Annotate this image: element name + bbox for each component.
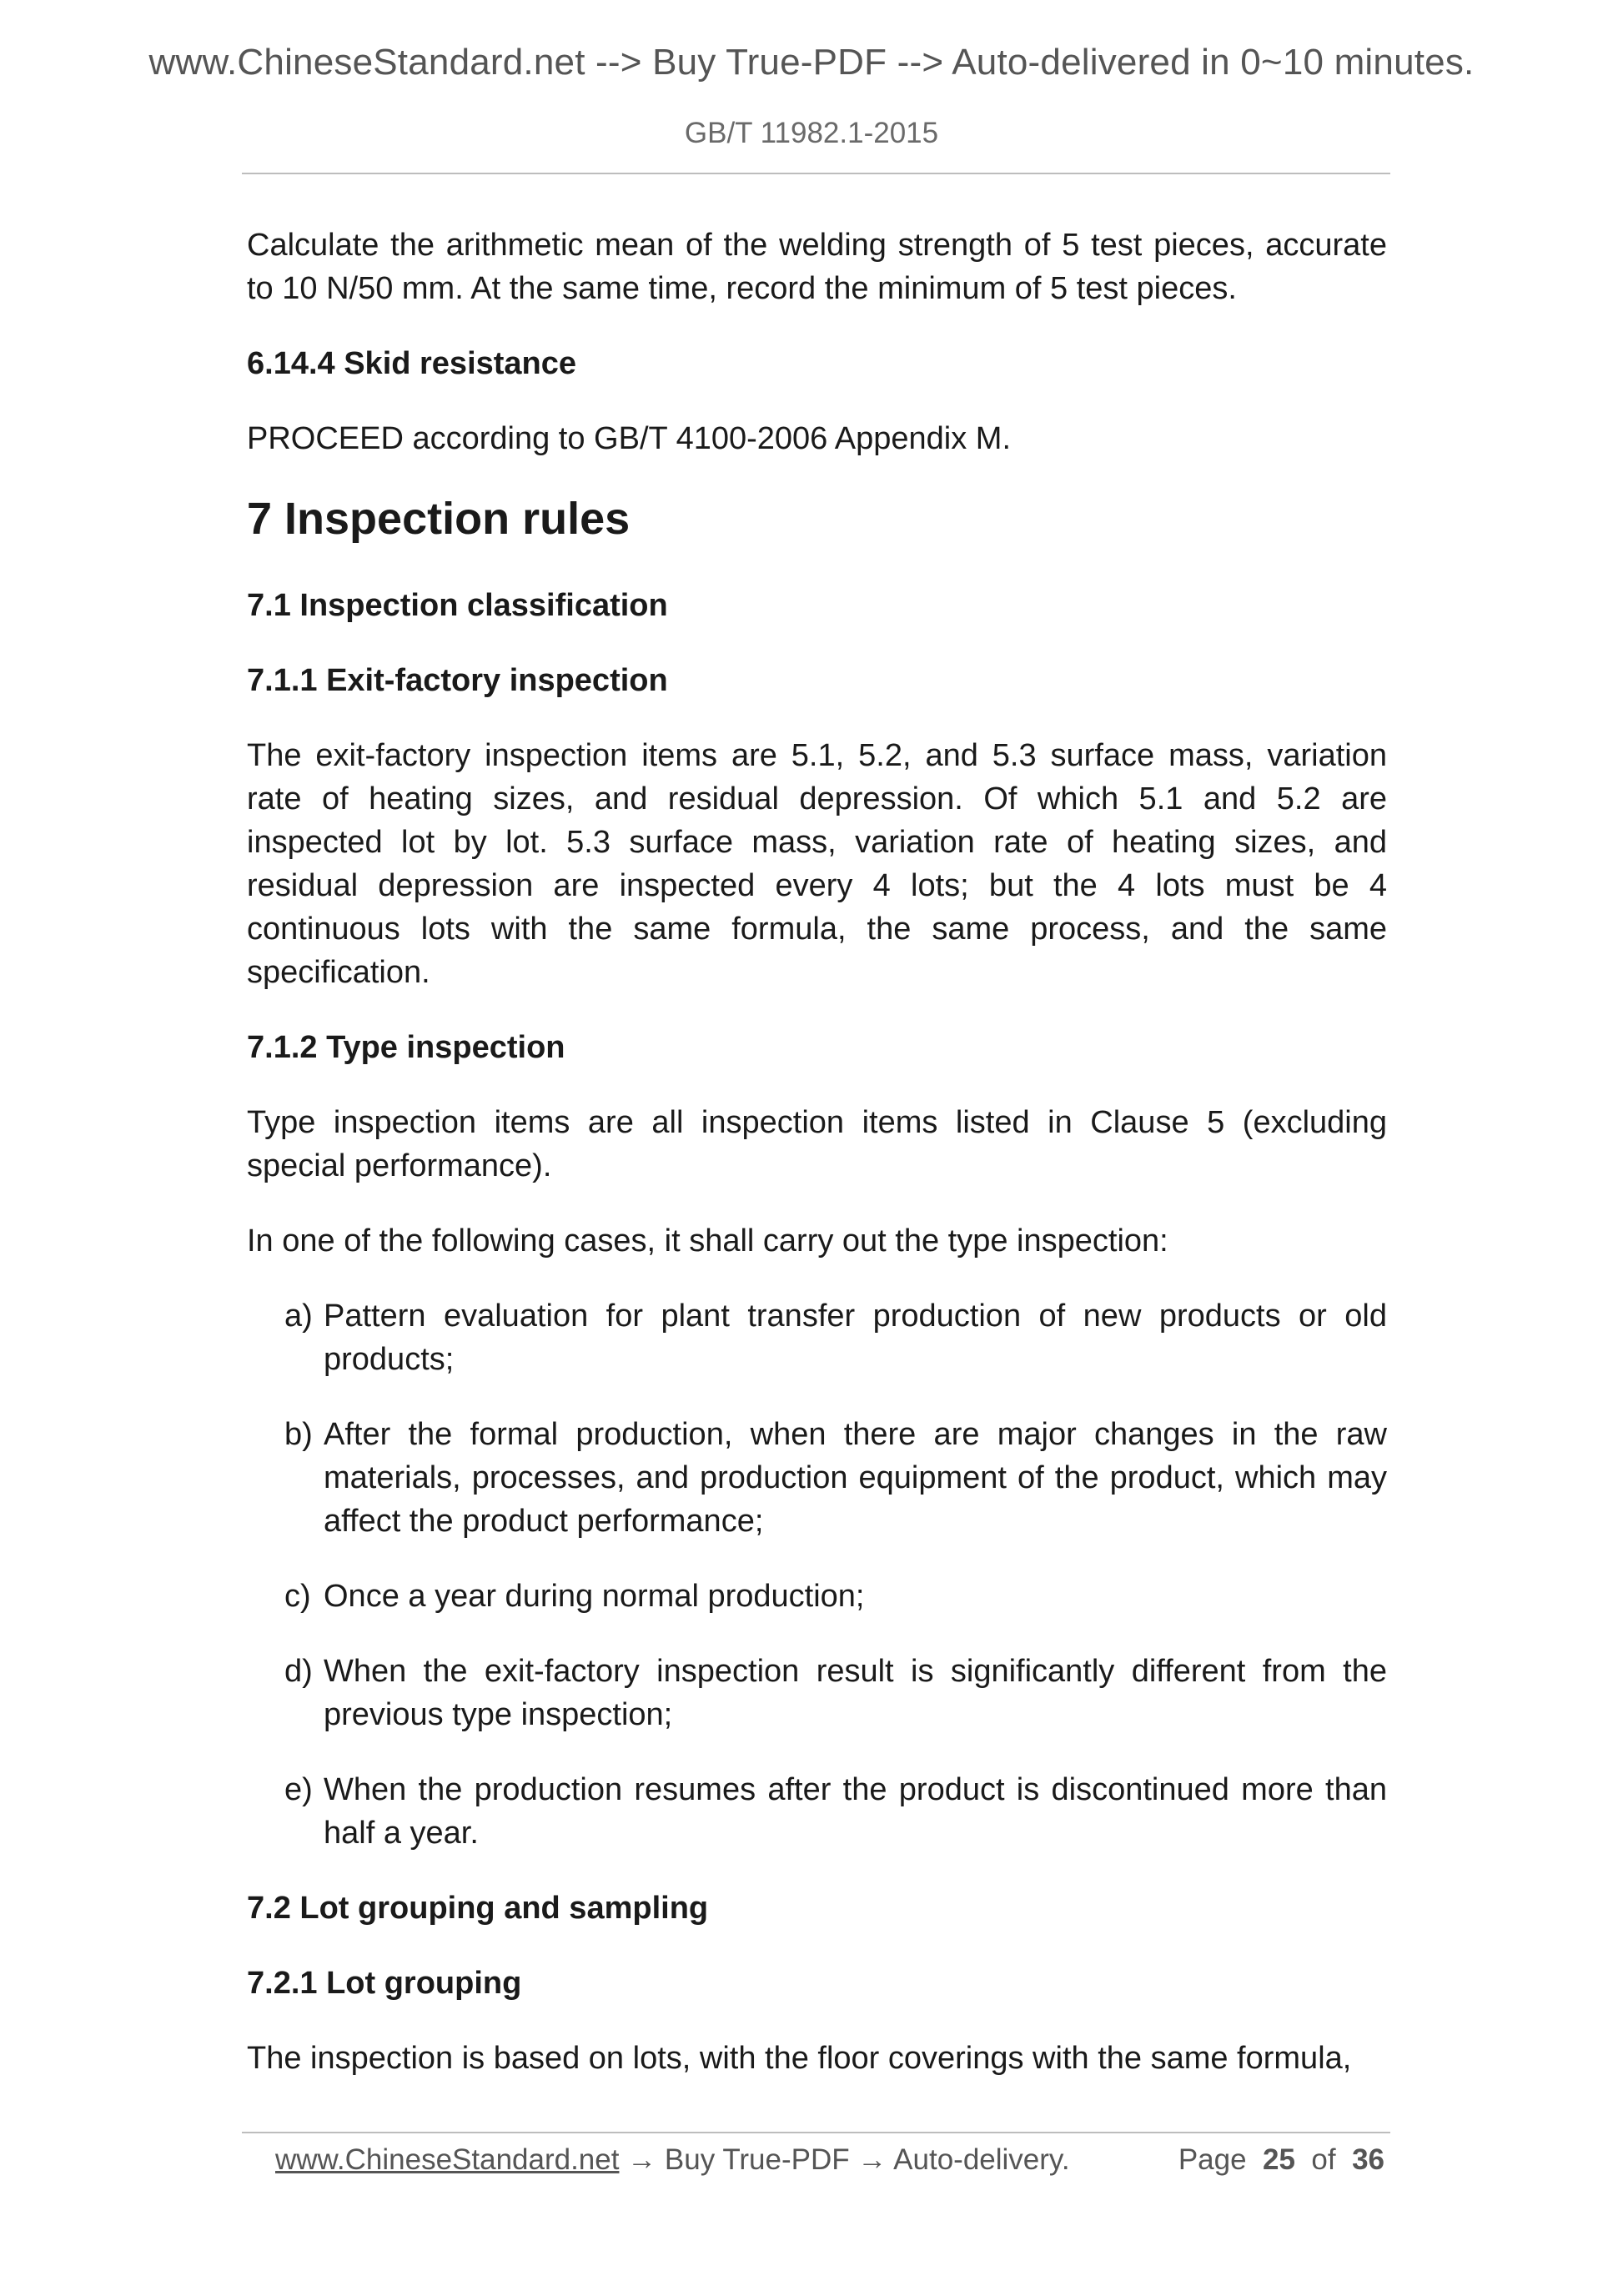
list-item-case-b (247, 1413, 1387, 1543)
paragraph-type-items: Type inspection items are all inspection items listed in Clause 5 (excluding special performance). (247, 1105, 1387, 1183)
footer-website-link[interactable]: www.ChineseStandard.net (275, 2143, 620, 2176)
page-footer (275, 2140, 1384, 2180)
paragraph-exit-factory: The exit-factory inspection items are 5.1, 5.2, and 5.3 surface mass, variation rate of heating sizes, and residual depression. Of which 5.1 and 5.2 are inspected lot by lot. 5.3 surface mass, variation rate of heating sizes, and residual depression are inspected every 4 lots; but the 4 lots must be 4 continuous lots with the same formula, the same process, and the same specification. (247, 738, 1387, 990)
list-item-text: Pattern evaluation for plant transfer production of new products or old products; (324, 1299, 1387, 1377)
heading-6-14-4: 6.14.4 Skid resistance (247, 346, 577, 381)
list-marker: e) (284, 1772, 313, 1807)
page-number (1178, 2140, 1384, 2180)
footer-text: → Buy True-PDF → Auto-delivery. (619, 2143, 1070, 2176)
list-item-text: When the production resumes after the product is discontinued more than half a year. (324, 1772, 1387, 1851)
footer-divider (242, 2132, 1390, 2133)
list-item-text: Once a year during normal production; (324, 1579, 865, 1614)
heading-7-1-1: 7.1.1 Exit-factory inspection (247, 663, 668, 698)
list-marker: d) (284, 1654, 313, 1689)
page-total: 36 (1352, 2143, 1384, 2176)
heading-7-1: 7.1 Inspection classification (247, 588, 668, 623)
list-marker: c) (284, 1579, 311, 1614)
list-marker: b) (284, 1417, 313, 1452)
page-current: 25 (1263, 2143, 1295, 2176)
list-marker: a) (284, 1299, 313, 1334)
list-item-case-c (247, 1575, 1387, 1618)
list-item-text: When the exit-factory inspection result is significantly different from the previous type inspection; (324, 1654, 1387, 1732)
list-item-text: After the formal production, when there are major changes in the raw materials, processes, and production equipment of the product, which may affect the product performance; (324, 1417, 1387, 1539)
list-item-case-d (247, 1650, 1387, 1736)
header-divider (242, 173, 1390, 174)
heading-7-2-1: 7.2.1 Lot grouping (247, 1966, 522, 2001)
list-item-case-e (247, 1768, 1387, 1855)
top-banner: www.ChineseStandard.net --> Buy True-PDF --> Auto-delivered in 0~10 minutes. (148, 42, 1475, 83)
heading-7-2: 7.2 Lot grouping and sampling (247, 1891, 709, 1926)
paragraph-lot-grouping: The inspection is based on lots, with the floor coverings with the same formula, (247, 2041, 1352, 2076)
heading-7: 7 Inspection rules (247, 494, 631, 544)
page-of: of (1311, 2143, 1336, 2176)
document-body (247, 224, 1387, 2080)
heading-7-1-2: 7.1.2 Type inspection (247, 1030, 565, 1065)
paragraph-mean-calculation: Calculate the arithmetic mean of the welding strength of 5 test pieces, accurate to 10 N/50 mm. At the same time, record the minimum of 5 test pieces. (247, 228, 1387, 306)
standard-code: GB/T 11982.1-2015 (684, 117, 939, 149)
page-label: Page (1178, 2143, 1247, 2176)
paragraph-cases-intro: In one of the following cases, it shall carry out the type inspection: (247, 1223, 1168, 1259)
list-item-case-a (247, 1294, 1387, 1381)
paragraph-proceed: PROCEED according to GB/T 4100-2006 Appendix M. (247, 421, 1012, 456)
